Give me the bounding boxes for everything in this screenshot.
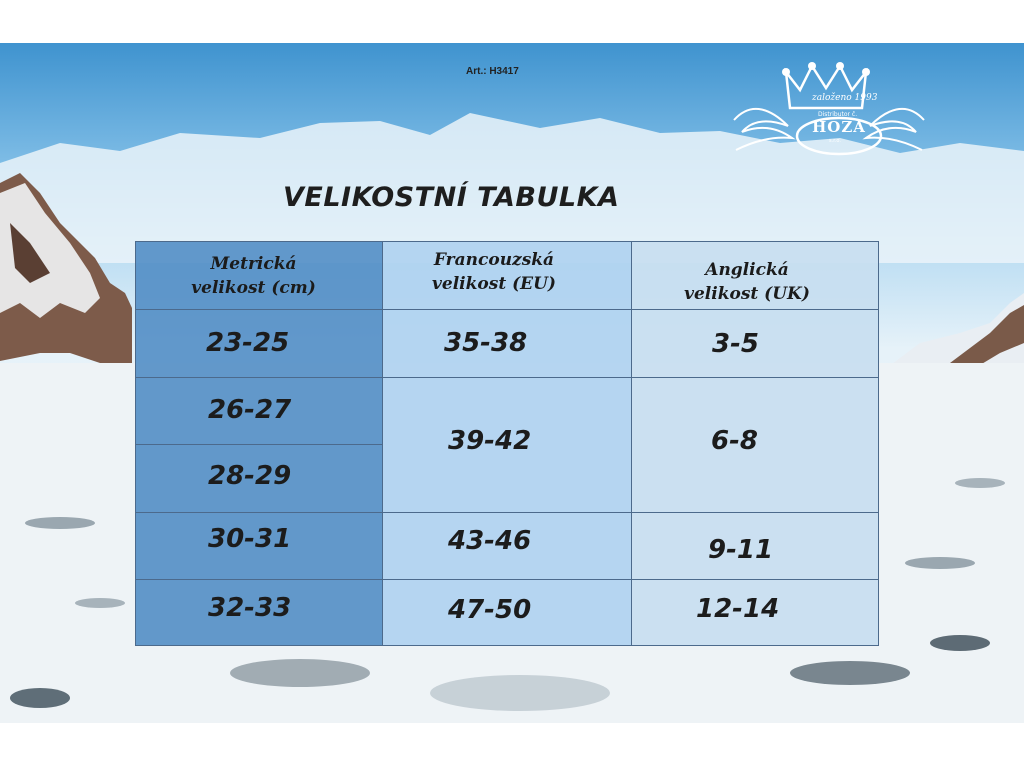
logo-established: založeno 1993 (812, 93, 878, 103)
header-metric-line2: velikost (cm) (191, 278, 316, 298)
french-cell: 35-38 (444, 328, 528, 358)
header-english (632, 258, 862, 306)
row-divider (136, 579, 878, 580)
header-french-line1: Francouzská (433, 250, 555, 270)
metric-cell: 23-25 (206, 328, 290, 358)
french-cell: 39-42 (448, 426, 532, 456)
english-cell: 9-11 (708, 535, 774, 565)
header-metric (136, 252, 371, 300)
header-english-line1: Anglická (705, 260, 789, 280)
french-cell: 43-46 (448, 526, 532, 556)
english-cell: 12-14 (696, 594, 780, 624)
logo-suffix: s.r.o. (829, 138, 841, 144)
header-metric-line1: Metrická (210, 254, 297, 274)
logo-name: HOZA (812, 118, 866, 136)
article-number: Art.: H3417 (466, 66, 519, 77)
metric-cell: 30-31 (208, 524, 292, 554)
header-french-line2: velikost (EU) (432, 274, 556, 294)
row-divider (136, 309, 878, 310)
logo-distributor: Distributor č. (818, 111, 858, 118)
row-divider (136, 444, 383, 445)
english-cell: 6-8 (711, 426, 758, 456)
french-cell: 47-50 (448, 595, 532, 625)
header-french (383, 248, 605, 296)
metric-cell: 26-27 (208, 395, 292, 425)
english-cell: 3-5 (712, 329, 759, 359)
metric-cell: 32-33 (208, 593, 292, 623)
size-table (135, 241, 879, 646)
row-divider (136, 512, 878, 513)
row-divider (136, 377, 878, 378)
metric-cell: 28-29 (208, 461, 292, 491)
page-title: VELIKOSTNÍ TABULKA (283, 182, 620, 213)
header-english-line2: velikost (UK) (684, 284, 810, 304)
